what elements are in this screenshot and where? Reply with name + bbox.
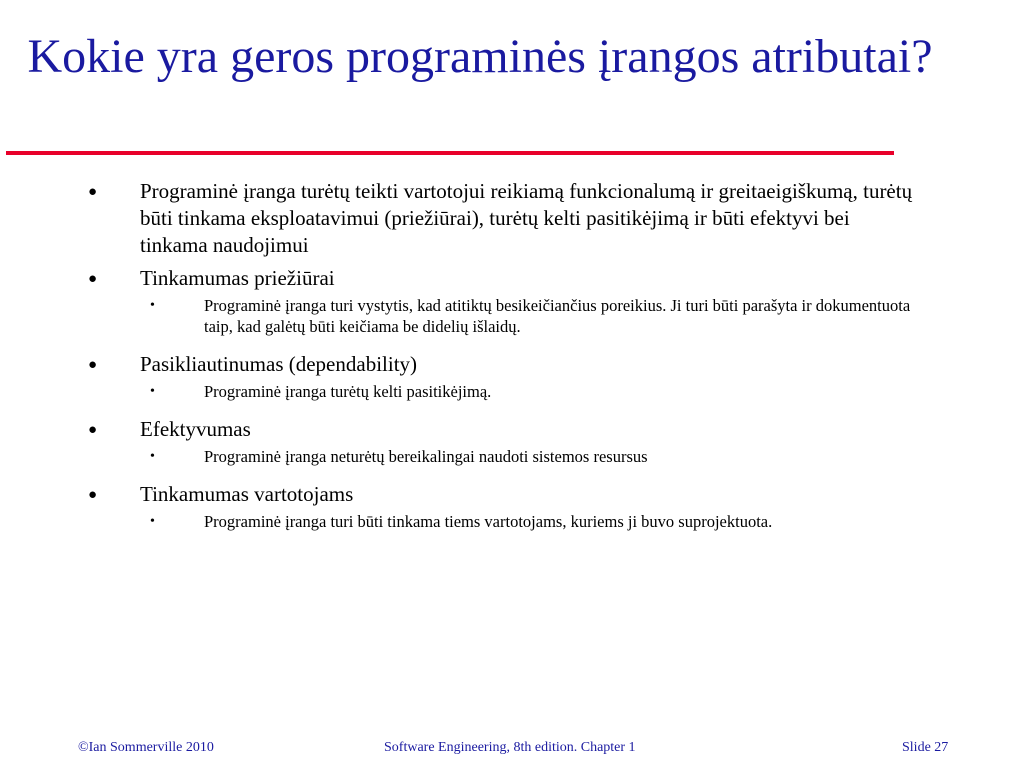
- bullet-4: [0, 416, 920, 443]
- sub-bullet-4: [0, 446, 934, 467]
- bullet-dot-icon: ●: [88, 487, 98, 503]
- bullet-2: [0, 265, 920, 292]
- bullet-dot-icon: ●: [88, 184, 98, 200]
- footer-copyright: ©Ian Sommerville 2010: [78, 740, 214, 755]
- sub-bullet-dot-icon: •: [150, 514, 155, 529]
- bullet-dot-icon: ●: [88, 271, 98, 287]
- bullet-1: [0, 178, 920, 259]
- bullet-dot-icon: ●: [88, 422, 98, 438]
- bullet-3: [0, 351, 920, 378]
- sub-bullet-2-text: Programinė įranga turi vystytis, kad atitiktų besikeičiančius poreikius. Ji turi būti parašyta ir dokumentuota taip, kad galėtų būti keičiama be didelių išlaidų.: [204, 296, 911, 336]
- sub-bullet-dot-icon: •: [150, 298, 155, 313]
- sub-bullet-4-text: Programinė įranga neturėtų bereikalingai naudoti sistemos resursus: [204, 447, 648, 466]
- bullet-3-text: Pasikliautinumas (dependability): [140, 352, 418, 376]
- footer-slide-number: Slide 27: [902, 740, 949, 755]
- bullet-5-text: Tinkamumas vartotojams: [140, 482, 354, 506]
- sub-bullet-3: [0, 381, 934, 402]
- slide-content: [0, 178, 1024, 550]
- slide-title: Kokie yra geros programinės įrangos atributai?: [27, 30, 933, 83]
- sub-bullet-3-text: Programinė įranga turėtų kelti pasitikėjimą.: [204, 382, 492, 401]
- title-divider: [6, 151, 894, 155]
- footer-book-title: Software Engineering, 8th edition. Chapter 1: [384, 740, 636, 755]
- sub-bullet-dot-icon: •: [150, 449, 155, 464]
- sub-bullet-5: [0, 507, 934, 536]
- sub-bullet-dot-icon: •: [150, 384, 155, 399]
- sub-bullet-5-text: Programinė įranga turi būti tinkama tiems vartotojams, kuriems ji buvo suprojektuota.: [204, 512, 773, 531]
- bullet-2-text: Tinkamumas priežiūrai: [140, 266, 335, 290]
- bullet-5: [0, 481, 920, 508]
- sub-bullet-2: [0, 295, 934, 337]
- bullet-dot-icon: ●: [88, 357, 98, 373]
- bullet-1-text: Programinė įranga turėtų teikti vartotojui reikiamą funkcionalumą ir greitaeigiškumą, turėtų būti tinkama eksploatavimui (priežiūrai), turėtų kelti pasitikėjimą ir būti efektyvi bei tinkama naudojimui: [140, 179, 913, 257]
- bullet-4-text: Efektyvumas: [140, 417, 251, 441]
